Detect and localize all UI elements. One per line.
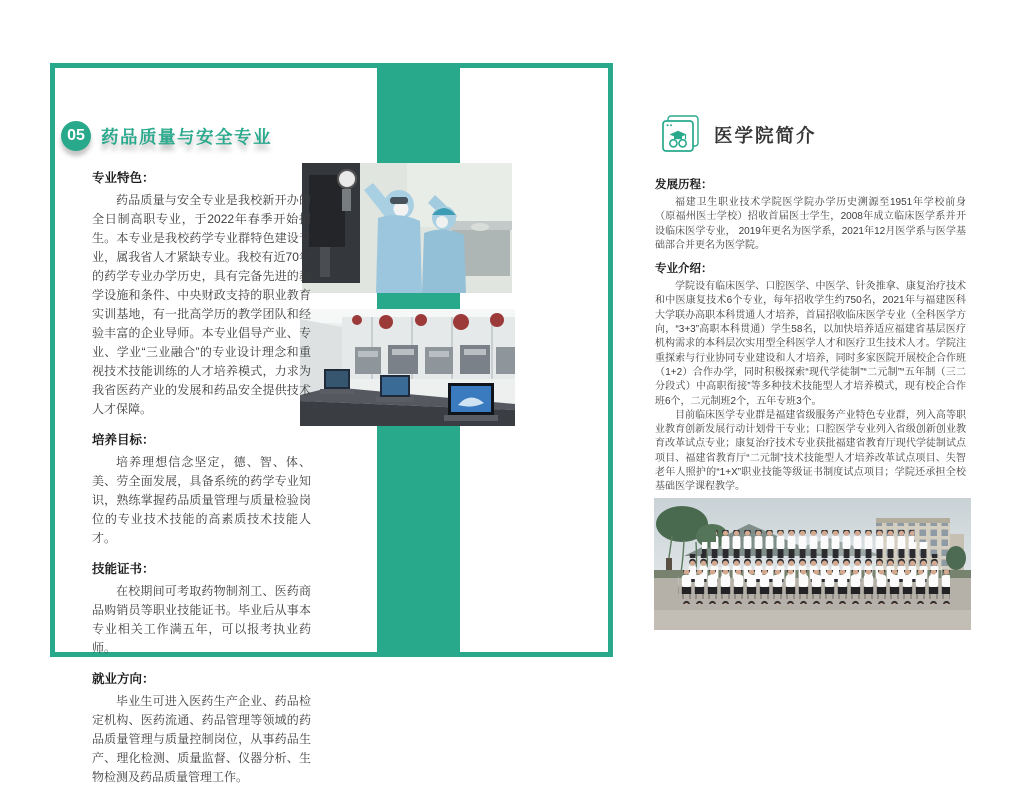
section-paragraph-certificates: 在校期间可考取药物制剂工、医药商品购销员等职业技能证书。毕业后从事本专业相关工作满五年，可以报考执业药师。 bbox=[92, 584, 311, 655]
section-paragraph-features: 药品质量与安全专业是我校新开办的全日制高职专业，于2022年春季开始招生。本专业是我校药学专业群特色建设专业，属我省人才紧缺专业。我校有近70年的药学专业办学历史，具有完备先进的教学设施和条件、中央财政支持的职业教育实训基地，有一批高学历的教学团队和经验丰富的企业导师。本专业倡导产业、专业、学业“三业融合”的专业设计理念和重视技术技能训练的人才培养模式，力求为我省医药产业的发展和药品安全提供技术人才保障。 bbox=[92, 193, 311, 416]
section-heading-certificates: 技能证书： bbox=[92, 562, 155, 576]
section-paragraph-introduction-2: 目前临床医学专业群是福建省级服务产业特色专业群，列入高等职业教育创新发展行动计划骨干专业；口腔医学专业列入省级创新创业教育改革试点专业；康复治疗技术专业获批福建省教育厅现代学徒制试点项目、福建省教育厅“二元制”技术技能型人才培养改革试点项目、失智老年人照护的“1+X”职业技能等级证书制度试点项目；学院还承担全校基础医学课程教学。 bbox=[655, 409, 966, 493]
left-page-title: 药品质量与安全专业 bbox=[101, 126, 272, 147]
section-paragraph-goals: 培养理想信念坚定，德、智、体、美、劳全面发展，具备系统的药学专业知识，熟练掌握药品质量管理与质量检验岗位的专业技术技能的高素质技术技能人才。 bbox=[92, 455, 311, 545]
left-page-header bbox=[61, 121, 272, 151]
section-paragraph-introduction-1: 学院设有临床医学、口腔医学、中医学、针灸推拿、康复治疗技术和中医康复技术6个专业，每年招收学生约750名，2021年与福建医科大学联办高职本科贯通人才培养，首届招收临床医学专业（全科医学方向，“3+3”高职本科贯通）学生58名，以加快培养适应福建省基层医疗机构需求的本科层次实用型全科医学人才和医疗卫生技术人才。学院注重探索与行业协同专业建设和人才培养，同时多家医院开展校企合作班（1+2）合作办学，同时积极探索“现代学徒制”“二元制”“五年制（三二分段式）中高职衔接”等多种技术技能型人才培养模式，现有校企合作班6个，二元制班2个，五年专班3个。 bbox=[655, 281, 966, 407]
section-heading-features: 专业特色： bbox=[92, 171, 155, 185]
section-heading-careers: 就业方向： bbox=[92, 672, 155, 686]
section-paragraph-careers: 毕业生可进入医药生产企业、药品检定机构、医药流通、药品管理等领域的药品质量管理与质量控制岗位，从事药品生产、理化检测、质量监督、仪器分析、生物检测及药品质量管理工作。 bbox=[92, 694, 311, 784]
cleanroom-photo bbox=[302, 163, 512, 293]
laboratory-photo bbox=[300, 309, 515, 426]
section-number-badge: 05 bbox=[61, 121, 91, 151]
section-paragraph-history: 福建卫生职业技术学院医学院办学历史溯源至1951年学校前身（原福州医士学校）招收首届医士学生，2008年成立临床医学系并开设临床医学专业， 2019年更名为医学系，2021年12月医学系与医学基础部合并更名为医学院。 bbox=[655, 197, 966, 251]
section-heading-introduction: 专业介绍： bbox=[655, 263, 713, 276]
left-text-column bbox=[92, 168, 311, 787]
graduation-cap-card-icon bbox=[658, 112, 702, 158]
faculty-group-photo bbox=[654, 498, 971, 630]
right-page-header bbox=[658, 112, 817, 158]
right-text-column bbox=[655, 176, 966, 495]
section-heading-goals: 培养目标： bbox=[92, 433, 155, 447]
section-heading-history: 发展历程： bbox=[655, 179, 713, 191]
right-page-title: 医学院简介 bbox=[714, 125, 817, 146]
